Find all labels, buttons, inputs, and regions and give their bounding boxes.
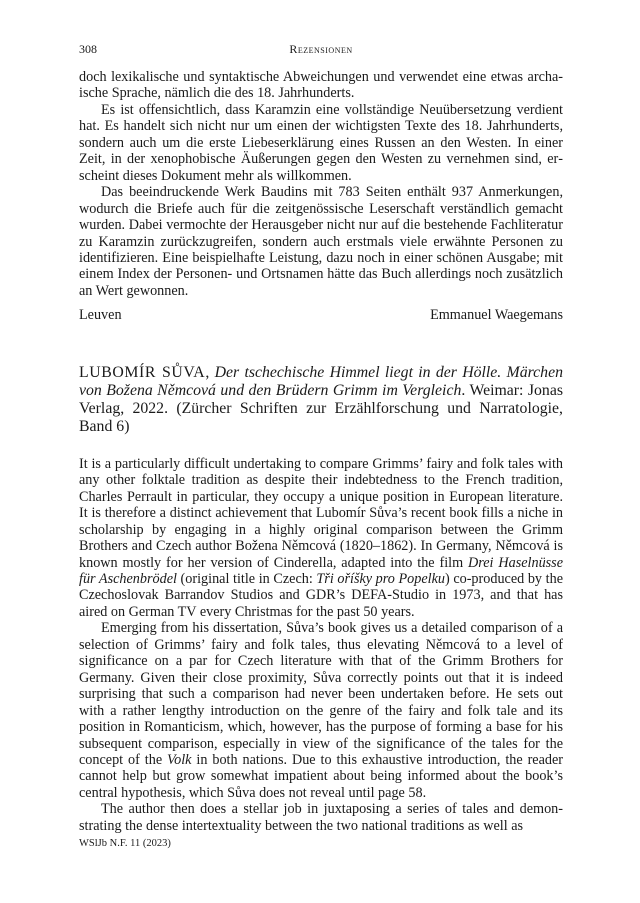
paragraph: doch lexikalische und syntaktische Abweichungen und verwendet eine etwas archaische Sprache, nämlich die des 18. Jahrhunderts. — [79, 69, 563, 102]
film-title-de: Drei Haselnüsse für Aschenbrödel — [79, 554, 564, 587]
page-body — [79, 69, 563, 834]
book-publication: . Weimar: Jonas Verlag, 2022. (Zürcher Schriften zur Erzählforschung und Narratologie, Band 6) — [79, 381, 563, 435]
paragraph — [79, 456, 563, 621]
running-head — [79, 42, 563, 58]
text: Emerging from his dissertation, Sůva’s book gives us a detailed comparison of a selection of Grimms’ fairy and folk tales, thus elevating Němcová to a level of significance on a par for Czech literature with that of the Grimm Brothers for Germany. Given their close proximity, Sůva correctly points out that it is indeed surprising that such a comparison had never been undertaken before. He sets out with a rather lengthy introduction on the genre of the fairy and folk tale and its position in Romanticism, which, however, has the purpose of forming a base for his subsequent comparison, especially in view of the significance of the tales for the concept of the — [79, 620, 563, 768]
page-number: 308 — [79, 42, 97, 56]
paragraph: Es ist offensichtlich, dass Karamzin eine vollständige Neuübersetzung verdient hat. Es handelt sich nicht nur um einen der wichtigsten Texte des 18. Jahrhunderts, sondern auch um die erste Liebeserklärung eines Russen an den Westen. In einer Zeit, in der xenophobische Äußerungen gegen den Westen zu vernehmen sind, erscheint dieses Dokument mehr als willkommen. — [79, 101, 563, 184]
volk-term: Volk — [167, 751, 192, 768]
review-body — [79, 456, 563, 834]
film-title-cz: Tři oříšky pro Popelku — [316, 570, 445, 587]
paragraph: Das beeindruckende Werk Baudins mit 783 Seiten enthält 937 Anmerkungen, wodurch die Briefe auch für die zeitgenössische Leserschaft verständlich gemacht wurden. Dabei vermochte der Herausgeber nicht nur auf die bestehende Fachliteratur zu Karamzin zurückzugreifen, sondern auch erstmals viele erwähnte Personen zu identifizieren. Eine beispielhafte Leistung, dazu noch in einer schönen Ausgabe; mit einem Index der Personen- und Ortsnamen hätte das Buch allerdings noch zusätzlich an Wert gewonnen. — [79, 184, 563, 299]
journal-footer: WSlJb N.F. 11 (2023) — [79, 838, 171, 849]
section-title: Rezensionen — [289, 42, 353, 56]
text: in both nations. Due to this exhaustive introduction, the reader cannot help but grow somewhat impatient about being informed about the book’s central hypothesis, which Sůva does not reveal until page 58. — [79, 751, 564, 801]
text: (original title in Czech: — [176, 570, 317, 587]
paragraph — [79, 620, 563, 801]
book-author: LUBOMÍR SŮVA — [79, 363, 206, 381]
signoff-reviewer: Emmanuel Waegemans — [430, 307, 563, 324]
paragraph: The author then does a stellar job in juxtaposing a series of tales and demonstrating the dense intertextuality between the two national traditions as well as — [79, 801, 563, 834]
review-signoff — [79, 307, 563, 323]
book-title: Der tschechische Himmel liegt in der Hölle. Märchen von Božena Němcová und den Brüdern Grimm im Vergleich — [79, 363, 563, 399]
signoff-place: Leuven — [79, 307, 122, 324]
review-heading: LUBOMÍR SŮVA, Der tschechische Himmel liegt in der Hölle. Märchen von Božena Němcová und den Brüdern Grimm im Vergleich. Weimar: Jonas Verlag, 2022. (Zürcher Schriften zur Erzählforschung und Narratologie, Band 6) — [79, 363, 563, 435]
text: It is a particularly difficult undertaking to compare Grimms’ fairy and folk tales with any other folktale tradition as despite their indebtedness to the French tradition, Charles Perrault in particular, they occupy a unique position in European literature. It is therefore a distinct achievement that Lubomír Sůva’s recent book fills a niche in scholarship by engaging in a highly original comparison between the Grimm Brothers and Czech author Božena Němcová (1820–1862). In Germany, Němcová is known mostly for her version of Cinderella, adapted into the film — [79, 455, 563, 571]
text: ) co-produced by the Czechoslovak Barrandov Studios and GDR’s DEFA-Studio in 1973, and that has aired on German TV every Christmas for the past 50 years. — [79, 570, 563, 620]
